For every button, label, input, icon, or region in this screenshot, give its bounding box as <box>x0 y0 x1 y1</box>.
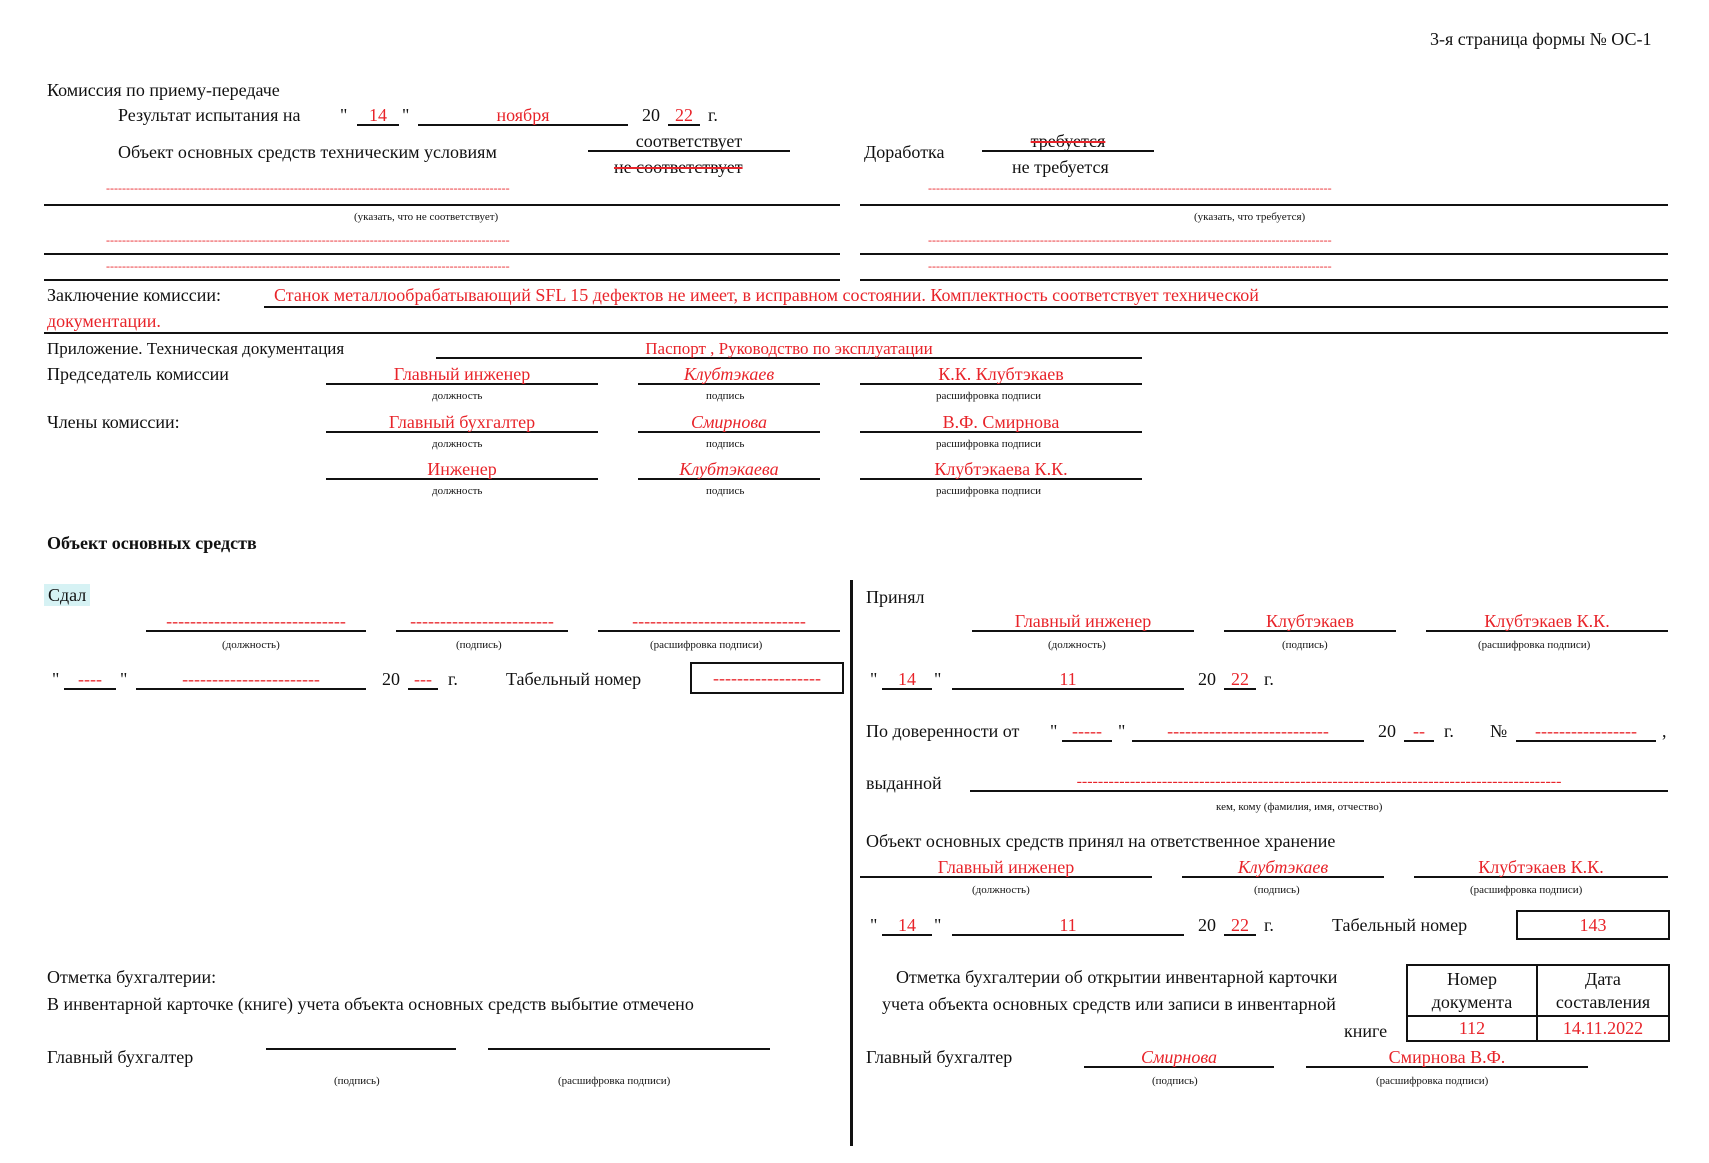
quote-open: " <box>340 105 348 125</box>
hint-position: должность <box>432 390 483 402</box>
chairman-signature[interactable]: Клубтэкаев <box>638 365 820 385</box>
accounting-right-line-3: книге <box>1344 1021 1388 1041</box>
handed-position[interactable]: ------------------------------ <box>146 612 366 632</box>
required-line-3 <box>860 279 1668 281</box>
received-month[interactable]: 11 <box>952 670 1184 690</box>
quote-open: " <box>870 915 878 935</box>
hint-position: должность <box>432 438 483 450</box>
required-dash-fill: ----------------------------------------------------------------------------------------------------- <box>928 182 1332 194</box>
test-day-field[interactable]: 14 <box>357 106 399 126</box>
hint-signature: (подпись) <box>456 639 502 651</box>
rework-required-option[interactable]: требуется <box>982 132 1154 152</box>
handed-name[interactable]: ----------------------------- <box>598 612 840 632</box>
left-chief-name[interactable] <box>488 1048 770 1050</box>
accounting-right-line-2: учета объекта основных средств или записи в инвентарной <box>882 994 1336 1014</box>
proxy-year[interactable]: -- <box>1404 722 1434 742</box>
custody-signature[interactable]: Клубтэкаев <box>1182 858 1384 878</box>
year-prefix: 20 <box>1378 721 1396 741</box>
conclusion-line-2 <box>44 332 1668 334</box>
year-prefix: 20 <box>642 105 660 125</box>
form-page-label: 3-я страница формы № ОС-1 <box>1430 29 1652 49</box>
proxy-month[interactable]: --------------------------- <box>1132 722 1364 742</box>
member-2-signature[interactable]: Клубтэкаева <box>638 460 820 480</box>
year-suffix: г. <box>1264 669 1274 689</box>
hint-decoding: (расшифровка подписи) <box>650 639 763 651</box>
received-label: Принял <box>866 587 925 607</box>
conclusion-label: Заключение комиссии: <box>47 285 222 305</box>
required-dash-fill-3: ----------------------------------------------------------------------------------------------------- <box>928 260 1332 272</box>
member-2-position[interactable]: Инженер <box>326 460 598 480</box>
year-prefix: 20 <box>1198 915 1216 935</box>
custody-name[interactable]: Клубтэкаев К.К. <box>1414 858 1668 878</box>
hint-decoding: расшифровка подписи <box>936 485 1041 497</box>
test-year-field[interactable]: 22 <box>668 106 700 126</box>
commission-title: Комиссия по приему-передаче <box>47 80 280 100</box>
hint-position: (должность) <box>222 639 280 651</box>
custody-month[interactable]: 11 <box>952 916 1184 936</box>
hint-decoding: (расшифровка подписи) <box>1470 884 1583 896</box>
member-1-position[interactable]: Главный бухгалтер <box>326 413 598 433</box>
received-year[interactable]: 22 <box>1224 670 1256 690</box>
not-complies-option[interactable]: не соответствует <box>614 157 743 177</box>
hint-not-comply: (указать, что не соответствует) <box>354 211 499 223</box>
accounting-right-line-1: Отметка бухгалтерии об открытии инвентарной карточки <box>896 967 1338 987</box>
right-chief-name[interactable]: Смирнова В.Ф. <box>1306 1048 1588 1068</box>
handed-tab-label: Табельный номер <box>506 669 642 689</box>
hint-decoding: (расшифровка подписи) <box>1376 1075 1489 1087</box>
hint-decoding: расшифровка подписи <box>936 438 1041 450</box>
chief-accountant-label: Главный бухгалтер <box>47 1047 194 1067</box>
handed-month[interactable]: ----------------------- <box>136 670 366 690</box>
issued-value[interactable]: ------------------------------------------------------------------------------------------- <box>970 774 1668 792</box>
accounting-left-text: В инвентарной карточке (книге) учета объекта основных средств выбытие отмечено <box>47 994 694 1014</box>
section-divider <box>850 580 853 1146</box>
handed-day[interactable]: ---- <box>64 670 116 690</box>
test-result-label: Результат испытания на <box>118 105 301 125</box>
quote-close: " <box>1118 721 1126 741</box>
custody-year[interactable]: 22 <box>1224 916 1256 936</box>
member-1-name[interactable]: В.Ф. Смирнова <box>860 413 1142 433</box>
proxy-label: По доверенности от <box>866 721 1020 741</box>
year-prefix: 20 <box>1198 669 1216 689</box>
chief-accountant-label: Главный бухгалтер <box>866 1047 1013 1067</box>
test-month-field[interactable]: ноября <box>418 106 628 126</box>
comma: , <box>1662 721 1667 741</box>
not-comply-dash-fill-3: ----------------------------------------------------------------------------------------------------- <box>106 260 510 272</box>
conclusion-text-1[interactable]: Станок металлообрабатывающий SFL 15 дефектов не имеет, в исправном состоянии. Комплектность соответствует технической <box>274 285 1259 305</box>
member-2-name[interactable]: Клубтэкаева К.К. <box>860 460 1142 480</box>
attachment-value[interactable]: Паспорт , Руководство по эксплуатации <box>436 340 1142 359</box>
custody-tab-label: Табельный номер <box>1332 915 1468 935</box>
received-position[interactable]: Главный инженер <box>972 612 1194 632</box>
hint-issued: кем, кому (фамилия, имя, отчество) <box>1216 801 1383 813</box>
member-1-signature[interactable]: Смирнова <box>638 413 820 433</box>
proxy-number-label: № <box>1490 721 1508 741</box>
required-line-1 <box>860 204 1668 206</box>
quote-close: " <box>934 915 942 935</box>
rework-label: Доработка <box>864 142 945 162</box>
not-comply-dash-fill-2: ----------------------------------------------------------------------------------------------------- <box>106 234 510 246</box>
chairman-label: Председатель комиссии <box>47 364 229 384</box>
received-signature[interactable]: Клубтэкаев <box>1224 612 1396 632</box>
not-comply-dash-fill: ----------------------------------------------------------------------------------------------------- <box>106 182 510 194</box>
hint-required: (указать, что требуется) <box>1194 211 1306 223</box>
quote-close: " <box>120 669 128 689</box>
required-dash-fill-2: ----------------------------------------------------------------------------------------------------- <box>928 234 1332 246</box>
complies-option[interactable]: соответствует <box>588 132 790 152</box>
left-chief-signature[interactable] <box>266 1048 456 1050</box>
custody-day[interactable]: 14 <box>882 916 932 936</box>
members-label: Члены комиссии: <box>47 412 180 432</box>
required-line-2 <box>860 253 1668 255</box>
col-doc-number-header: Номер документа <box>1407 965 1537 1016</box>
tech-conditions-label: Объект основных средств техническим условиям <box>118 142 497 162</box>
not-comply-line-1 <box>44 204 840 206</box>
doc-date-cell[interactable]: 14.11.2022 <box>1537 1016 1669 1041</box>
hint-decoding: расшифровка подписи <box>936 390 1041 402</box>
doc-number-cell[interactable]: 112 <box>1407 1016 1537 1041</box>
proxy-day[interactable]: ----- <box>1062 722 1112 742</box>
custody-tab-value: 143 <box>1579 915 1607 935</box>
attachment-label: Приложение. Техническая документация <box>47 339 345 358</box>
hint-signature: подпись <box>706 485 745 497</box>
chairman-position[interactable]: Главный инженер <box>326 365 598 385</box>
proxy-number[interactable]: ----------------- <box>1516 722 1656 742</box>
hint-position: должность <box>432 485 483 497</box>
hint-signature: (подпись) <box>334 1075 380 1087</box>
issued-label: выданной <box>866 773 942 793</box>
hint-signature: (подпись) <box>1152 1075 1198 1087</box>
chairman-name[interactable]: К.К. Клубтэкаев <box>860 365 1142 385</box>
hint-signature: (подпись) <box>1282 639 1328 651</box>
quote-close: " <box>934 669 942 689</box>
year-suffix: г. <box>1264 915 1274 935</box>
quote-open: " <box>1050 721 1058 741</box>
quote-open: " <box>52 669 60 689</box>
conclusion-line-1 <box>264 306 1668 308</box>
handed-year[interactable]: --- <box>408 670 438 690</box>
custody-position[interactable]: Главный инженер <box>860 858 1152 878</box>
received-name[interactable]: Клубтэкаев К.К. <box>1426 612 1668 632</box>
hint-position: (должность) <box>972 884 1030 896</box>
asset-section-title: Объект основных средств <box>47 533 257 553</box>
not-comply-line-3 <box>44 279 840 281</box>
quote-open: " <box>870 669 878 689</box>
hint-decoding: (расшифровка подписи) <box>558 1075 671 1087</box>
year-suffix: г. <box>708 105 718 125</box>
rework-not-required-option[interactable]: не требуется <box>1012 157 1109 177</box>
hint-signature: (подпись) <box>1254 884 1300 896</box>
inventory-card-table <box>1406 964 1670 1042</box>
hint-signature: подпись <box>706 438 745 450</box>
received-day[interactable]: 14 <box>882 670 932 690</box>
handed-tab-value: ------------------ <box>713 668 821 688</box>
custody-tab-box[interactable] <box>1516 910 1670 940</box>
hint-position: (должность) <box>1048 639 1106 651</box>
year-suffix: г. <box>448 669 458 689</box>
quote-close: " <box>402 105 410 125</box>
handed-tab-box[interactable] <box>690 662 844 694</box>
accounting-left-title: Отметка бухгалтерии: <box>47 967 217 987</box>
year-prefix: 20 <box>382 669 400 689</box>
year-suffix: г. <box>1444 721 1454 741</box>
handed-signature[interactable]: ------------------------ <box>396 612 568 632</box>
hint-signature: подпись <box>706 390 745 402</box>
custody-label: Объект основных средств принял на ответственное хранение <box>866 831 1336 851</box>
conclusion-text-2[interactable]: документации. <box>47 311 161 331</box>
hint-decoding: (расшифровка подписи) <box>1478 639 1591 651</box>
col-date-header: Дата составления <box>1537 965 1669 1016</box>
handed-label: Сдал <box>44 584 90 606</box>
right-chief-signature[interactable]: Смирнова <box>1084 1048 1274 1068</box>
not-comply-line-2 <box>44 253 840 255</box>
